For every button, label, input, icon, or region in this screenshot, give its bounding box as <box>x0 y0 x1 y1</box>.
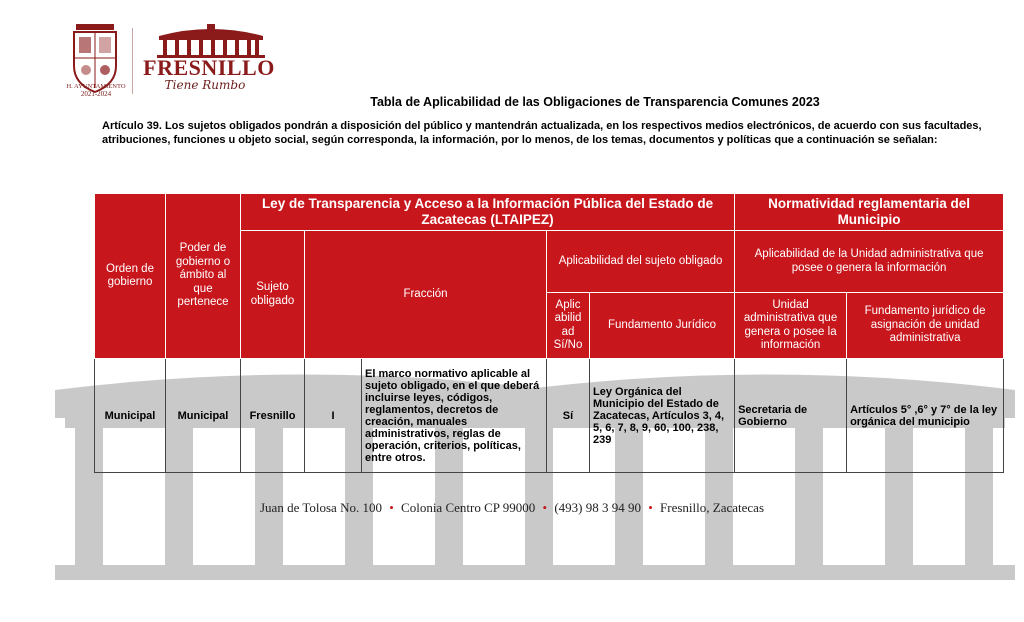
document-title: Tabla de Aplicabilidad de las Obligaciones de Transparencia Comunes 2023 <box>370 95 820 109</box>
header-aplicabilidad-si-no: Aplic abilid ad Sí/No <box>547 293 590 359</box>
header-aplicabilidad-unidad: Aplicabilidad de la Unidad administrativa que posee o genera la información <box>735 231 1004 293</box>
header-normatividad: Normatividad reglamentaria del Municipio <box>735 194 1004 231</box>
header-orden-gobierno: Orden de gobierno <box>95 194 166 359</box>
footer-street: Juan de Tolosa No. 100 <box>259 500 382 515</box>
header-unidad-administrativa: Unidad administrativa que genera o posee la información <box>735 293 847 359</box>
header-aplicabilidad-sujeto: Aplicabilidad del sujeto obligado <box>547 231 735 293</box>
table-row <box>95 359 1004 473</box>
header-fundamento-unidad: Fundamento jurídico de asignación de unidad administrativa <box>847 293 1004 359</box>
header-fraccion: Fracción <box>305 231 547 359</box>
cell-fraccion-num: I <box>305 359 362 473</box>
footer-phone: (493) 98 3 94 90 <box>554 500 641 515</box>
brand-tagline: Tiene Rumbo <box>164 78 246 92</box>
footer-address <box>0 500 1024 516</box>
cell-fundamento: Ley Orgánica del Municipio del Estado de Zacatecas, Artículos 3, 4, 5, 6, 7, 8, 9, 60, 100, 238, 239 <box>590 359 735 473</box>
cell-poder: Municipal <box>166 359 241 473</box>
applicability-table <box>94 193 1003 473</box>
bullet-icon: • <box>389 500 394 515</box>
building-logo-icon <box>155 22 267 58</box>
cell-unidad: Secretaria de Gobierno <box>735 359 847 473</box>
logo-divider <box>132 28 133 94</box>
header-poder-gobierno: Poder de gobierno o ámbito al que pertenece <box>166 194 241 359</box>
header-ley-transparencia: Ley de Transparencia y Acceso a la Información Pública del Estado de Zacatecas (LTAIPEZ) <box>241 194 735 231</box>
footer-city: Fresnillo, Zacatecas <box>660 500 765 515</box>
header-sujeto-obligado: Sujeto obligado <box>241 231 305 359</box>
cell-fraccion-text: El marco normativo aplicable al sujeto obligado, en el que deberá incluirse leyes, códigos, reglamentos, decretos de creación, manuales administrativos, reglas de operación, criterios, políticas, entre otros. <box>362 359 547 473</box>
seal-caption: H. AYUNTAMIENTO <box>66 83 126 90</box>
seal-years: 2021-2024 <box>80 90 112 98</box>
bullet-icon: • <box>648 500 653 515</box>
brand-name: FRESNILLO <box>143 55 275 80</box>
cell-aplicabilidad: Sí <box>547 359 590 473</box>
header-fundamento-juridico: Fundamento Jurídico <box>590 293 735 359</box>
article-paragraph: Artículo 39. Los sujetos obligados pondrán a disposición del público y mantendrán actualizada, en los respectivos medios electrónicos, de acuerdo con sus facultades, atribuciones, funciones u objeto social, según corresponda, la información, por lo menos, de los temas, documentos y políticas que a continuación se señalan: <box>102 120 982 146</box>
cell-fundamento-unidad: Artículos 5° ,6° y 7° de la ley orgánica del municipio <box>847 359 1004 473</box>
footer-colonia: Colonia Centro CP 99000 <box>401 500 536 515</box>
cell-orden: Municipal <box>95 359 166 473</box>
bullet-icon: • <box>542 500 548 515</box>
cell-sujeto: Fresnillo <box>241 359 305 473</box>
